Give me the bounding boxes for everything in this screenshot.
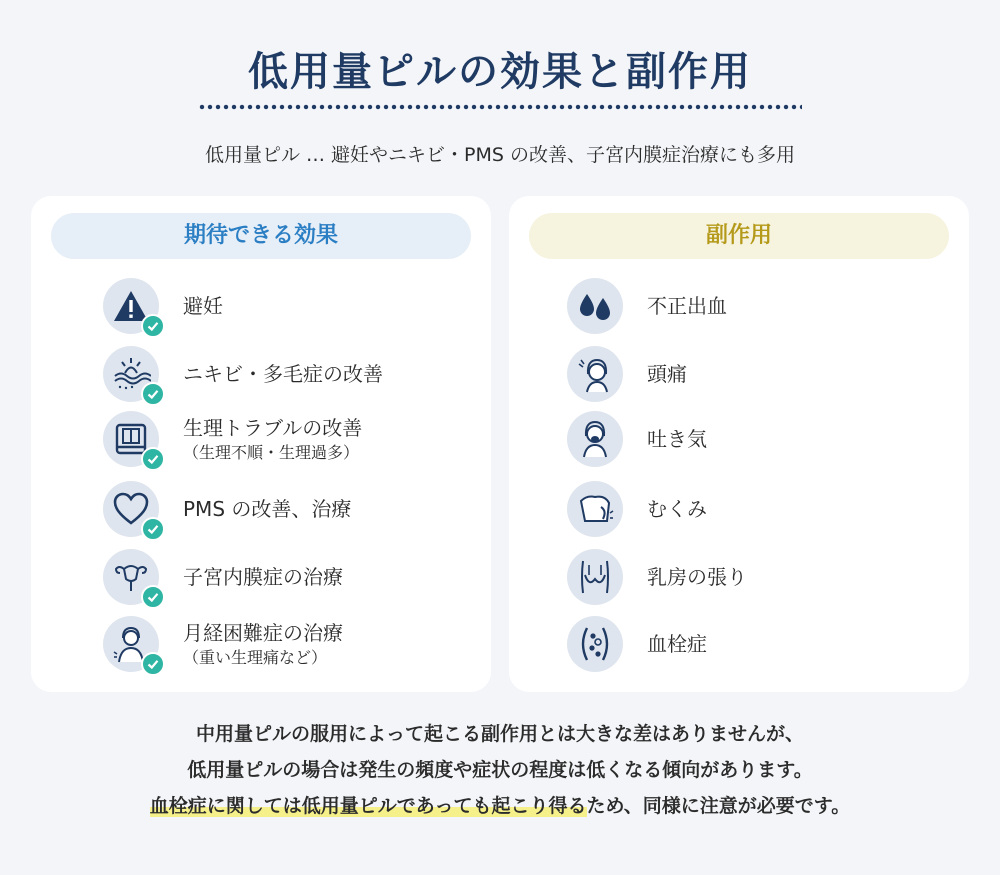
- title-underline: [198, 104, 802, 110]
- side-effect-item-nausea: [567, 411, 707, 467]
- footer-note: [0, 716, 1000, 824]
- side-effect-item-breast: [567, 549, 747, 605]
- check-icon: [141, 652, 165, 676]
- blood-drops-icon: [567, 278, 623, 334]
- note-highlight: 血栓症に関しては低用量ピルであっても起こり得る: [149, 795, 587, 817]
- side-effect-item-thrombosis: [567, 616, 707, 672]
- side-effect-item-bleeding: [567, 278, 727, 334]
- effect-label: 月経困難症の治療: [183, 620, 343, 645]
- effect-item-acne: [103, 346, 383, 402]
- note-line-3: [0, 788, 1000, 824]
- effect-item-period-trouble: [103, 411, 362, 467]
- warning-icon: [103, 278, 159, 334]
- side-effects-card: [509, 196, 969, 692]
- side-effect-label: 吐き気: [647, 427, 707, 451]
- check-icon: [141, 585, 165, 609]
- effect-item-pms: [103, 481, 351, 537]
- blood-clot-icon: [567, 616, 623, 672]
- nausea-icon: [567, 411, 623, 467]
- effect-label: 生理トラブルの改善: [183, 415, 363, 440]
- side-effect-item-swelling: [567, 481, 707, 537]
- effect-sublabel: （重い生理痛など）: [183, 647, 328, 667]
- headache-icon: [567, 346, 623, 402]
- effects-heading: 期待できる効果: [51, 213, 471, 259]
- page-title: 低用量ピルの効果と副作用: [248, 49, 752, 95]
- side-effect-label: 乳房の張り: [647, 565, 747, 589]
- check-icon: [141, 517, 165, 541]
- effect-item-dysmenorrhea: [103, 616, 343, 672]
- note-line-3-rest: ため、同様に注意が必要です。: [586, 795, 851, 817]
- effect-item-contraception: [103, 278, 223, 334]
- woman-pain-icon: [103, 616, 159, 672]
- side-effect-label: 不正出血: [647, 294, 727, 318]
- page-subtitle: 低用量ピル … 避妊やニキビ・PMS の改善、子宮内膜症治療にも多用: [204, 144, 796, 166]
- note-line-1: 中用量ピルの服用によって起こる副作用とは大きな差はありませんが、: [195, 723, 804, 745]
- swelling-icon: [567, 481, 623, 537]
- uterus-icon: [103, 549, 159, 605]
- effect-label: 避妊: [183, 294, 223, 318]
- effect-label: PMS の改善、治療: [183, 497, 352, 521]
- effect-sublabel: （生理不順・生理過多）: [183, 442, 360, 462]
- check-icon: [141, 314, 165, 338]
- effect-item-endometriosis: [103, 549, 343, 605]
- check-icon: [141, 447, 165, 471]
- effect-label: ニキビ・多毛症の改善: [183, 362, 383, 386]
- effects-card: [31, 196, 491, 692]
- side-effect-label: 血栓症: [647, 632, 707, 656]
- effect-label: 子宮内膜症の治療: [183, 565, 343, 589]
- side-effect-item-headache: [567, 346, 687, 402]
- heart-icon: [103, 481, 159, 537]
- side-effects-heading: 副作用: [529, 213, 949, 259]
- side-effect-label: むくみ: [647, 497, 707, 521]
- side-effect-label: 頭痛: [647, 362, 687, 386]
- calendar-icon: [103, 411, 159, 467]
- check-icon: [141, 382, 165, 406]
- skin-icon: [103, 346, 159, 402]
- breast-icon: [567, 549, 623, 605]
- note-line-2: 低用量ピルの場合は発生の頻度や症状の程度は低くなる傾向があります。: [187, 759, 813, 781]
